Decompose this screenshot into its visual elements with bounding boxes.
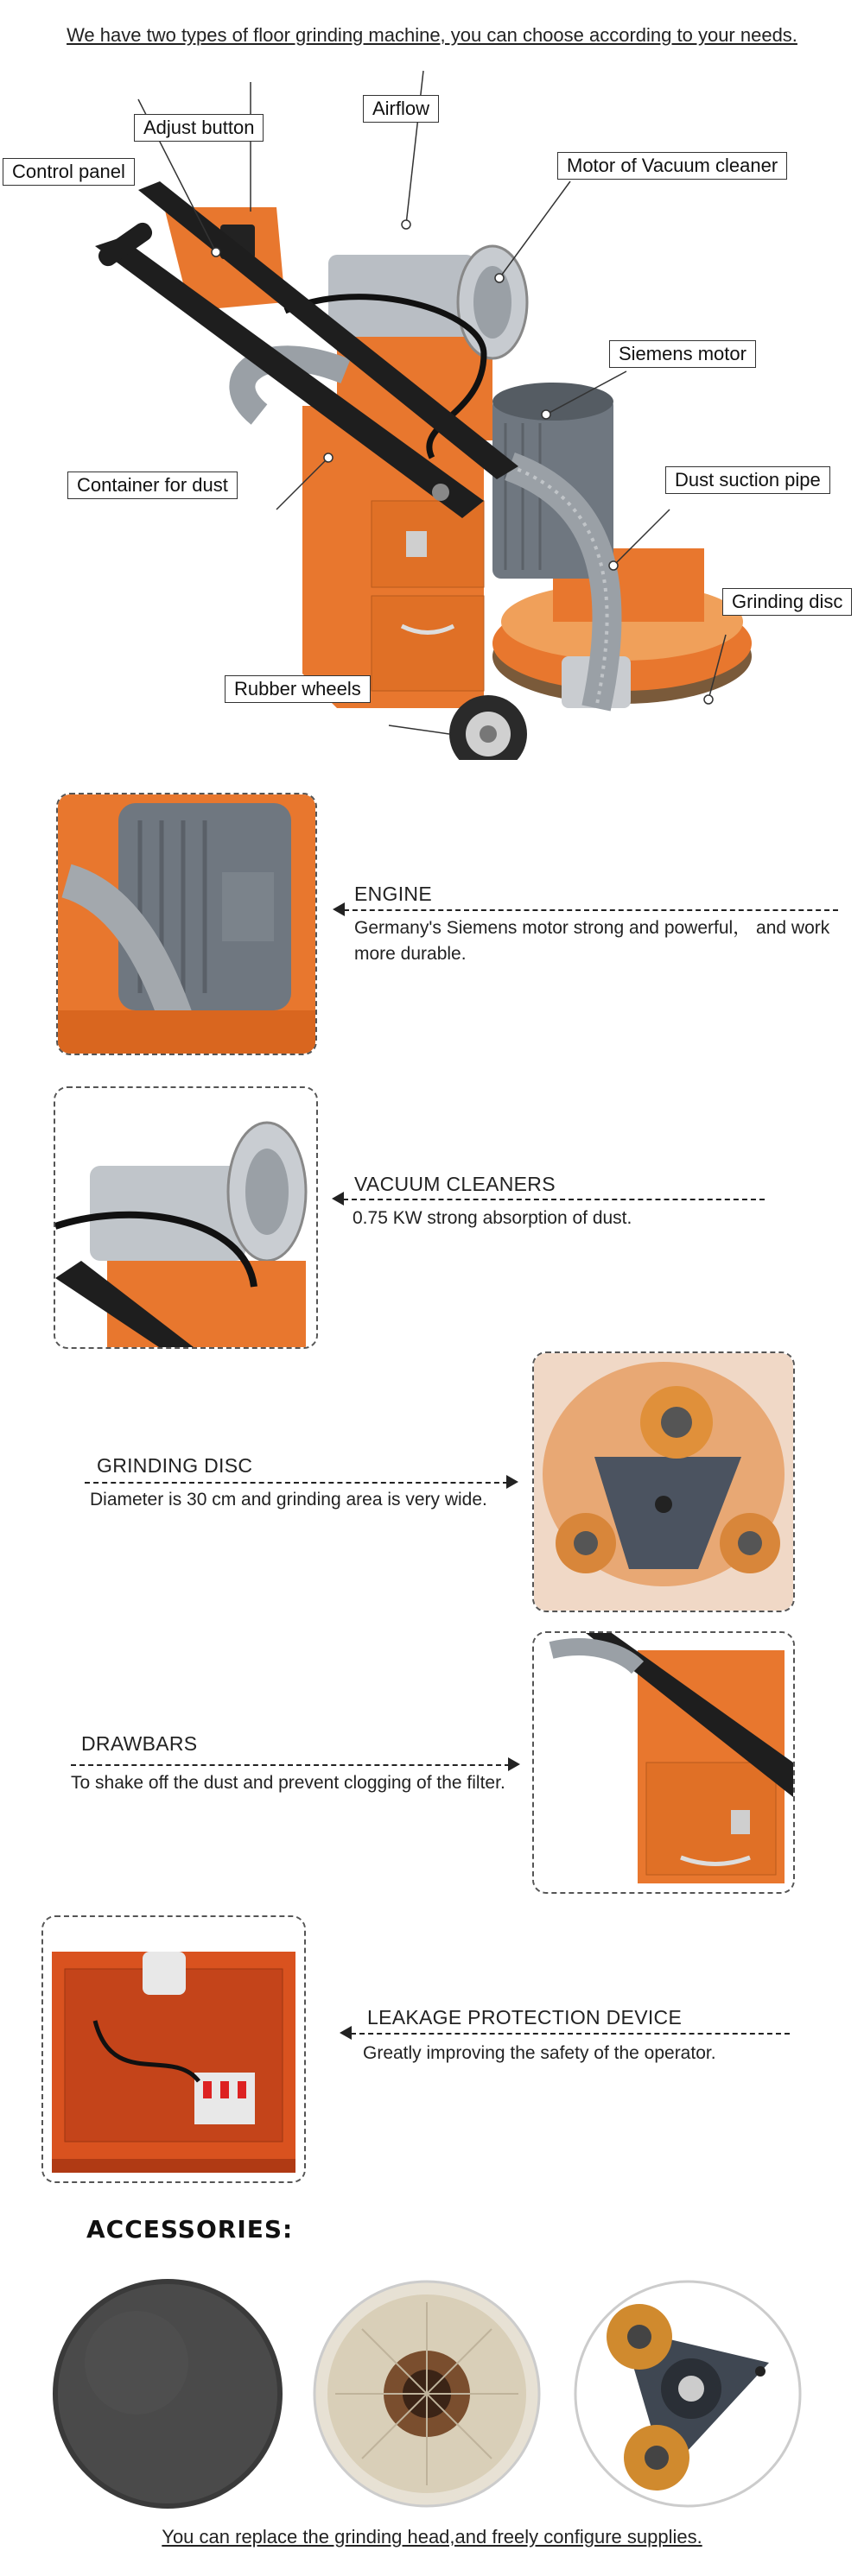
callout-dust-pipe: Dust suction pipe <box>665 466 830 494</box>
arrow-left-icon <box>333 902 345 916</box>
accessory-polishing-pad <box>309 2276 544 2511</box>
feature-desc-vacuum: 0.75 KW strong absorption of dust. <box>353 1208 632 1228</box>
drawbars-photo <box>532 1631 795 1894</box>
feature-title-leakage: LEAKAGE PROTECTION DEVICE <box>367 2006 683 2029</box>
feature-title-vacuum: VACUUM CLEANERS <box>354 1173 556 1195</box>
feature-title-grinding-disc: GRINDING DISC <box>97 1454 253 1477</box>
callout-control-panel: Control panel <box>3 158 135 186</box>
callout-grinding-disc: Grinding disc <box>722 588 852 616</box>
feature-desc-engine: Germany's Siemens motor strong and powerful， and work more durable. <box>354 918 830 964</box>
arrow-left-icon <box>340 2026 352 2040</box>
engine-photo <box>56 793 317 1055</box>
callout-rubber-wheels: Rubber wheels <box>225 675 371 703</box>
leakage-device-photo <box>41 1915 306 2183</box>
callout-vacuum-motor: Motor of Vacuum cleaner <box>557 152 787 180</box>
feature-title-engine: ENGINE <box>354 883 432 905</box>
vacuum-photo <box>54 1086 318 1349</box>
feature-title-drawbars: DRAWBARS <box>81 1732 198 1755</box>
accessories-caption: You can replace the grinding head,and freely configure supplies. <box>162 2526 702 2548</box>
feature-desc-drawbars: To shake off the dust and prevent clogging of the filter. <box>71 1773 505 1793</box>
dashed-pointer <box>71 1764 510 1766</box>
dashed-pointer <box>343 1199 765 1200</box>
grinding-disc-photo <box>532 1351 795 1612</box>
feature-desc-grinding-disc: Diameter is 30 cm and grinding area is very wide. <box>90 1490 487 1510</box>
arrow-right-icon <box>508 1757 520 1771</box>
callout-siemens-motor: Siemens motor <box>609 340 756 368</box>
callout-airflow: Airflow <box>363 95 439 123</box>
callout-dust-container: Container for dust <box>67 472 238 499</box>
accessory-abrasive-pad <box>50 2276 285 2511</box>
page-title: We have two types of floor grinding machine, you can choose according to your needs. <box>67 24 797 46</box>
dashed-pointer <box>344 909 838 911</box>
callout-adjust-button: Adjust button <box>134 114 264 142</box>
dashed-pointer <box>351 2033 790 2035</box>
feature-desc-leakage: Greatly improving the safety of the operator. <box>363 2043 716 2063</box>
arrow-left-icon <box>332 1192 344 1206</box>
dashed-pointer <box>85 1482 508 1484</box>
accessory-grinding-head <box>570 2276 805 2511</box>
accessories-title: ACCESSORIES: <box>86 2215 294 2244</box>
